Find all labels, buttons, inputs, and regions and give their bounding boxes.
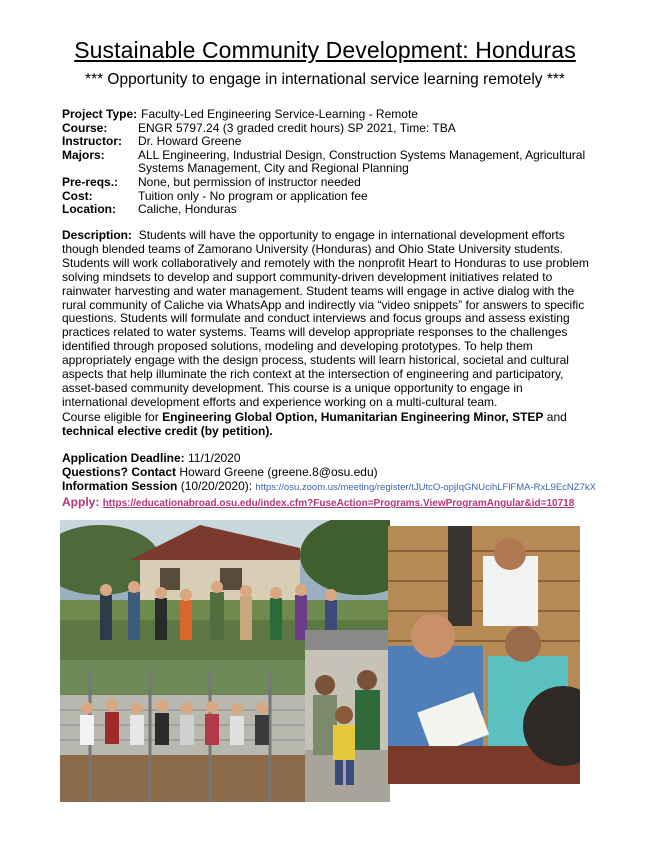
info-row-location <box>62 203 602 217</box>
info-label: Cost: <box>62 188 93 203</box>
application-info <box>62 451 622 511</box>
eligibility-paragraph <box>62 410 590 438</box>
apply-link[interactable]: https://educationabroad.osu.edu/index.cfm?FuseAction=Programs.ViewProgramAngular&id=10718 <box>102 498 575 509</box>
info-value: Dr. Howard Greene <box>138 134 242 149</box>
eligible-prefix: Course eligible for <box>62 410 163 424</box>
info-row-cost <box>62 190 602 204</box>
info-row-project-type <box>62 108 602 122</box>
info-label: Instructor: <box>62 134 122 149</box>
photo-volunteer-elder <box>388 526 580 784</box>
deadline-label: Application Deadline: <box>62 451 185 465</box>
info-value: ALL Engineering, Industrial Design, Construction Systems Management, Agricultural Systems Management, City and Regional Planning <box>138 147 586 176</box>
questions-value: Howard Greene (greene.8@osu.edu) <box>176 465 378 479</box>
description-label: Description: <box>62 228 133 242</box>
info-label: Majors: <box>62 147 105 162</box>
session-label: Information Session <box>62 479 178 493</box>
info-value: Caliche, Honduras <box>138 202 237 217</box>
project-info <box>62 108 602 217</box>
info-row-majors <box>62 149 602 176</box>
photo-family <box>305 630 390 802</box>
description-text: Students will have the opportunity to engage in international development efforts though blended teams of Zamorano University (Honduras) and Ohio State University students. Students will work collaboratively and remotely with the nonprofit Heart to Honduras to use problem solving mindsets to develop and support community-driven development initiatives related to rainwater harvesting and water management. Student teams will engage in active dialog with the rural community of Caliche via WhatsApp and indirectly via “video snippets” for answers to specific questions. Students will formulate and conduct interviews and focus groups and assess existing practices related to water systems. Teams will develop appropriate responses to the challenges identified through proposed solutions, modeling and developing prototypes. To help them appropriately engage with the design process, students will learn historical, societal and cultural aspects that help illuminate the rich context at the intersection of engineering and participatory, asset-based community development. This course is a unique opportunity to engage in international development efforts and experience working on a multi-cultural team. <box>62 228 589 409</box>
apply-line <box>62 495 622 511</box>
info-row-instructor <box>62 135 602 149</box>
deadline-line <box>62 451 622 465</box>
deadline-value: 11/1/2020 <box>184 451 241 465</box>
eligible-mid: and <box>543 410 567 424</box>
session-date: (10/20/2020): <box>177 479 256 493</box>
info-value: Faculty-Led Engineering Service-Learning - Remote <box>141 107 418 121</box>
page-title: Sustainable Community Development: Honduras <box>74 37 576 63</box>
info-label: Location: <box>62 202 116 217</box>
info-value: None, but permission of instructor needed <box>138 174 361 189</box>
photo-students-construction <box>60 660 305 802</box>
questions-line <box>62 465 622 479</box>
apply-label: Apply: <box>62 495 100 509</box>
info-label: Pre-reqs.: <box>62 174 119 189</box>
description-paragraph <box>62 229 590 410</box>
eligible-programs: Engineering Global Option, Humanitarian Engineering Minor, STEP <box>162 410 544 424</box>
info-row-course <box>62 122 602 136</box>
page-subtitle: *** Opportunity to engage in international service learning remotely *** <box>85 71 565 88</box>
info-value: ENGR 5797.24 (3 graded credit hours) SP 2021, Time: TBA <box>138 120 456 135</box>
photo-collage <box>60 520 580 802</box>
info-label: Project Type: <box>62 107 138 121</box>
info-value: Tuition only - No program or application fee <box>138 188 368 203</box>
info-label: Course: <box>62 120 108 135</box>
info-session-line <box>62 479 622 495</box>
info-row-prereqs <box>62 176 602 190</box>
session-link[interactable]: https://osu.zoom.us/meeting/register/tJUtcO-opjIqGNUcihLFlFMA-RxL9EcNZ7kX <box>255 482 596 493</box>
questions-label: Questions? Contact <box>62 465 177 479</box>
eligible-elective: technical elective credit (by petition). <box>62 424 273 438</box>
